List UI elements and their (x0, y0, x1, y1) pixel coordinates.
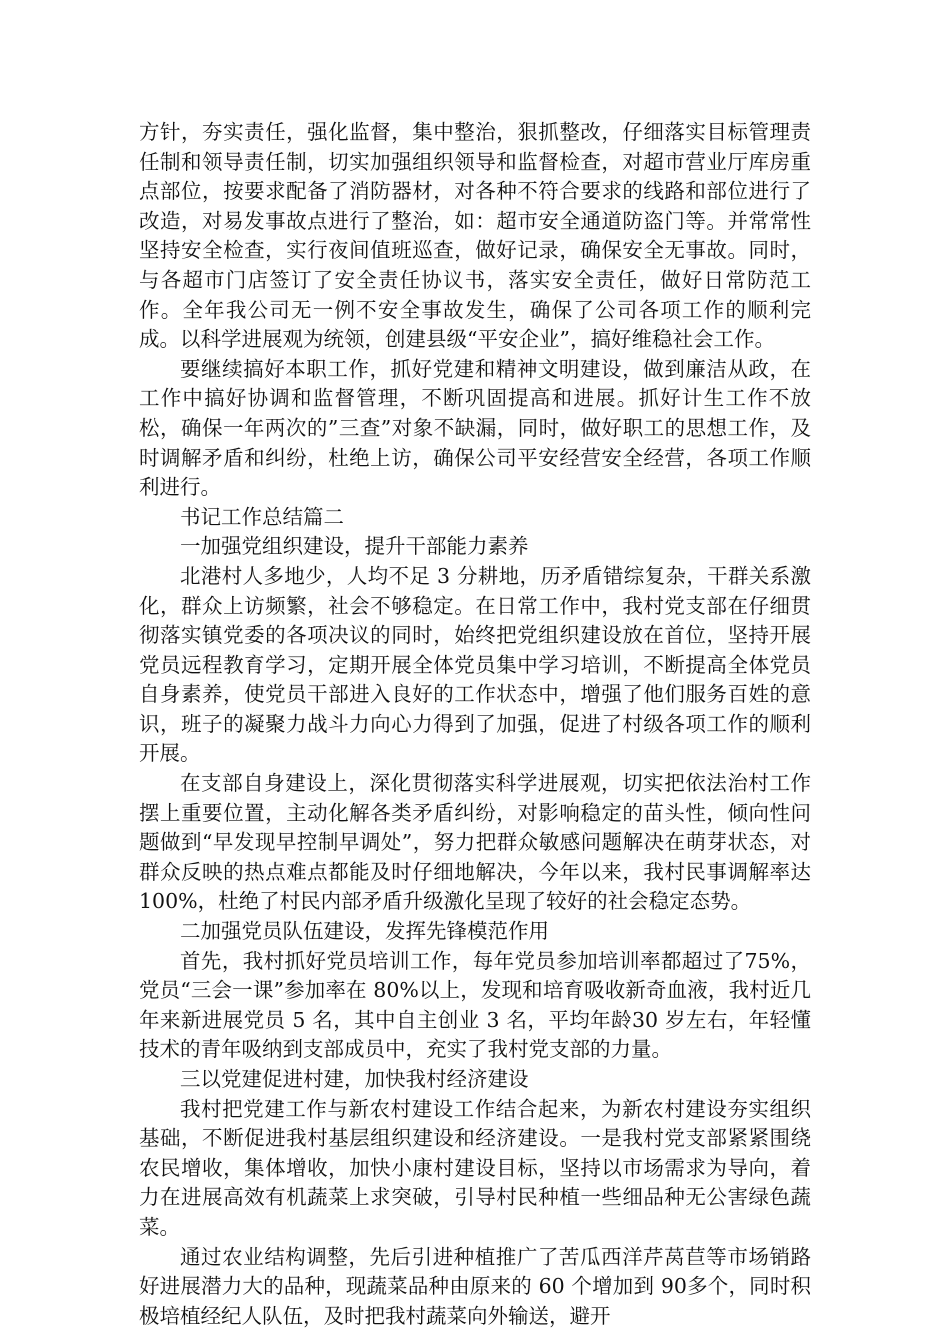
heading-party-promotes-village: 三以党建促进村建，加快我村经济建设 (180, 1067, 529, 1091)
document-body (139, 118, 811, 1331)
paragraph-agricultural-restructuring: 通过农业结构调整，先后引进种植推广了苦瓜西洋芹莴苣等市场销路好进展潜力大的品种，现蔬菜品种由原来的 60 个增加到 90多个，同时积极培植经纪人队伍，及时把我村蔬菜向外输送，避开 (139, 1244, 811, 1328)
heading-strengthen-party-organization: 一加强党组织建设，提升干部能力素养 (180, 534, 529, 559)
heading-strengthen-party-members: 二加强党员队伍建设，发挥先锋模范作用 (180, 919, 549, 944)
paragraph-beigang-village: 北港村人多地少，人均不足 3 分耕地，历矛盾错综复杂，干群关系激化，群众上访频繁，社会不够稳定。在日常工作中，我村党支部在仔细贯彻落实镇党委的各项决议的同时，始终把党组织建设放在首位，坚持开展党员远程教育学习，定期开展全体党员集中学习培训，不断提高全体党员自身素养，使党员干部进入良好的工作状态中，增强了他们服务百姓的意识，班子的凝聚力战斗力向心力得到了加强，促进了村级各项工作的顺利开展。 (139, 563, 811, 766)
paragraph-new-countryside: 我村把党建工作与新农村建设工作结合起来，为新农村建设夯实组织基础，不断促进我村基层组织建设和经济建设。一是我村党支部紧紧围绕农民增收，集体增收，加快小康村建设目标，坚持以市场需求为导向，着力在进展高效有机蔬菜上求突破，引导村民种植一些细品种无公害绿色蔬菜。 (139, 1096, 811, 1239)
paragraph-member-training: 首先，我村抓好党员培训工作，每年党员参加培训率都超过了75%，党员“三会一课”参加率在 80%以上，发现和培育吸收新奇血液，我村近几年来新进展党员 5 名，其中自主创业 3 名，平均年龄30 岁左右，年轻懂技术的青年吸纳到支部成员中，充实了我村党支部的力量。 (139, 948, 811, 1062)
paragraph-branch-self-construction: 在支部自身建设上，深化贯彻落实科学进展观，切实把依法治村工作摆上重要位置，主动化解各类矛盾纠纷，对影响稳定的苗头性，倾向性问题做到“早发现早控制早调处”，努力把群众敏感问题解决在萌芽状态，对群众反映的热点难点都能及时仔细地解决，今年以来，我村民事调解率达 100%，杜绝了村民内部矛盾升级激化呈现了较好的社会稳定态势。 (139, 771, 811, 914)
paragraph-safety-management: 方针，夯实责任，强化监督，集中整治，狠抓整改，仔细落实目标管理责任制和领导责任制，切实加强组织领导和监督检查，对超市营业厅库房重点部位，按要求配备了消防器材，对各种不符合要求的线路和部位进行了改造，对易发事故点进行了整治，如：超市安全通道防盗门等。并常常性坚持安全检查，实行夜间值班巡查，做好记录，确保安全无事故。同时，与各超市门店签订了安全责任协议书，落实安全责任，做好日常防范工作。全年我公司无一例不安全事故发生，确保了公司各项工作的顺利完成。以科学进展观为统领，创建县级“平安企业”，搞好维稳社会工作。 (139, 120, 811, 352)
section-title-summary-two: 书记工作总结篇二 (180, 504, 344, 529)
paragraph-party-building-duties: 要继续搞好本职工作，抓好党建和精神文明建设，做到廉洁从政，在工作中搞好协调和监督管理，不断巩固提高和进展。抓好计生工作不放松，确保一年两次的”三查”对象不缺漏，同时，做好职工的思想工作，及时调解矛盾和纠纷，杜绝上访，确保公司平安经营安全经营，各项工作顺利进行。 (139, 356, 811, 500)
